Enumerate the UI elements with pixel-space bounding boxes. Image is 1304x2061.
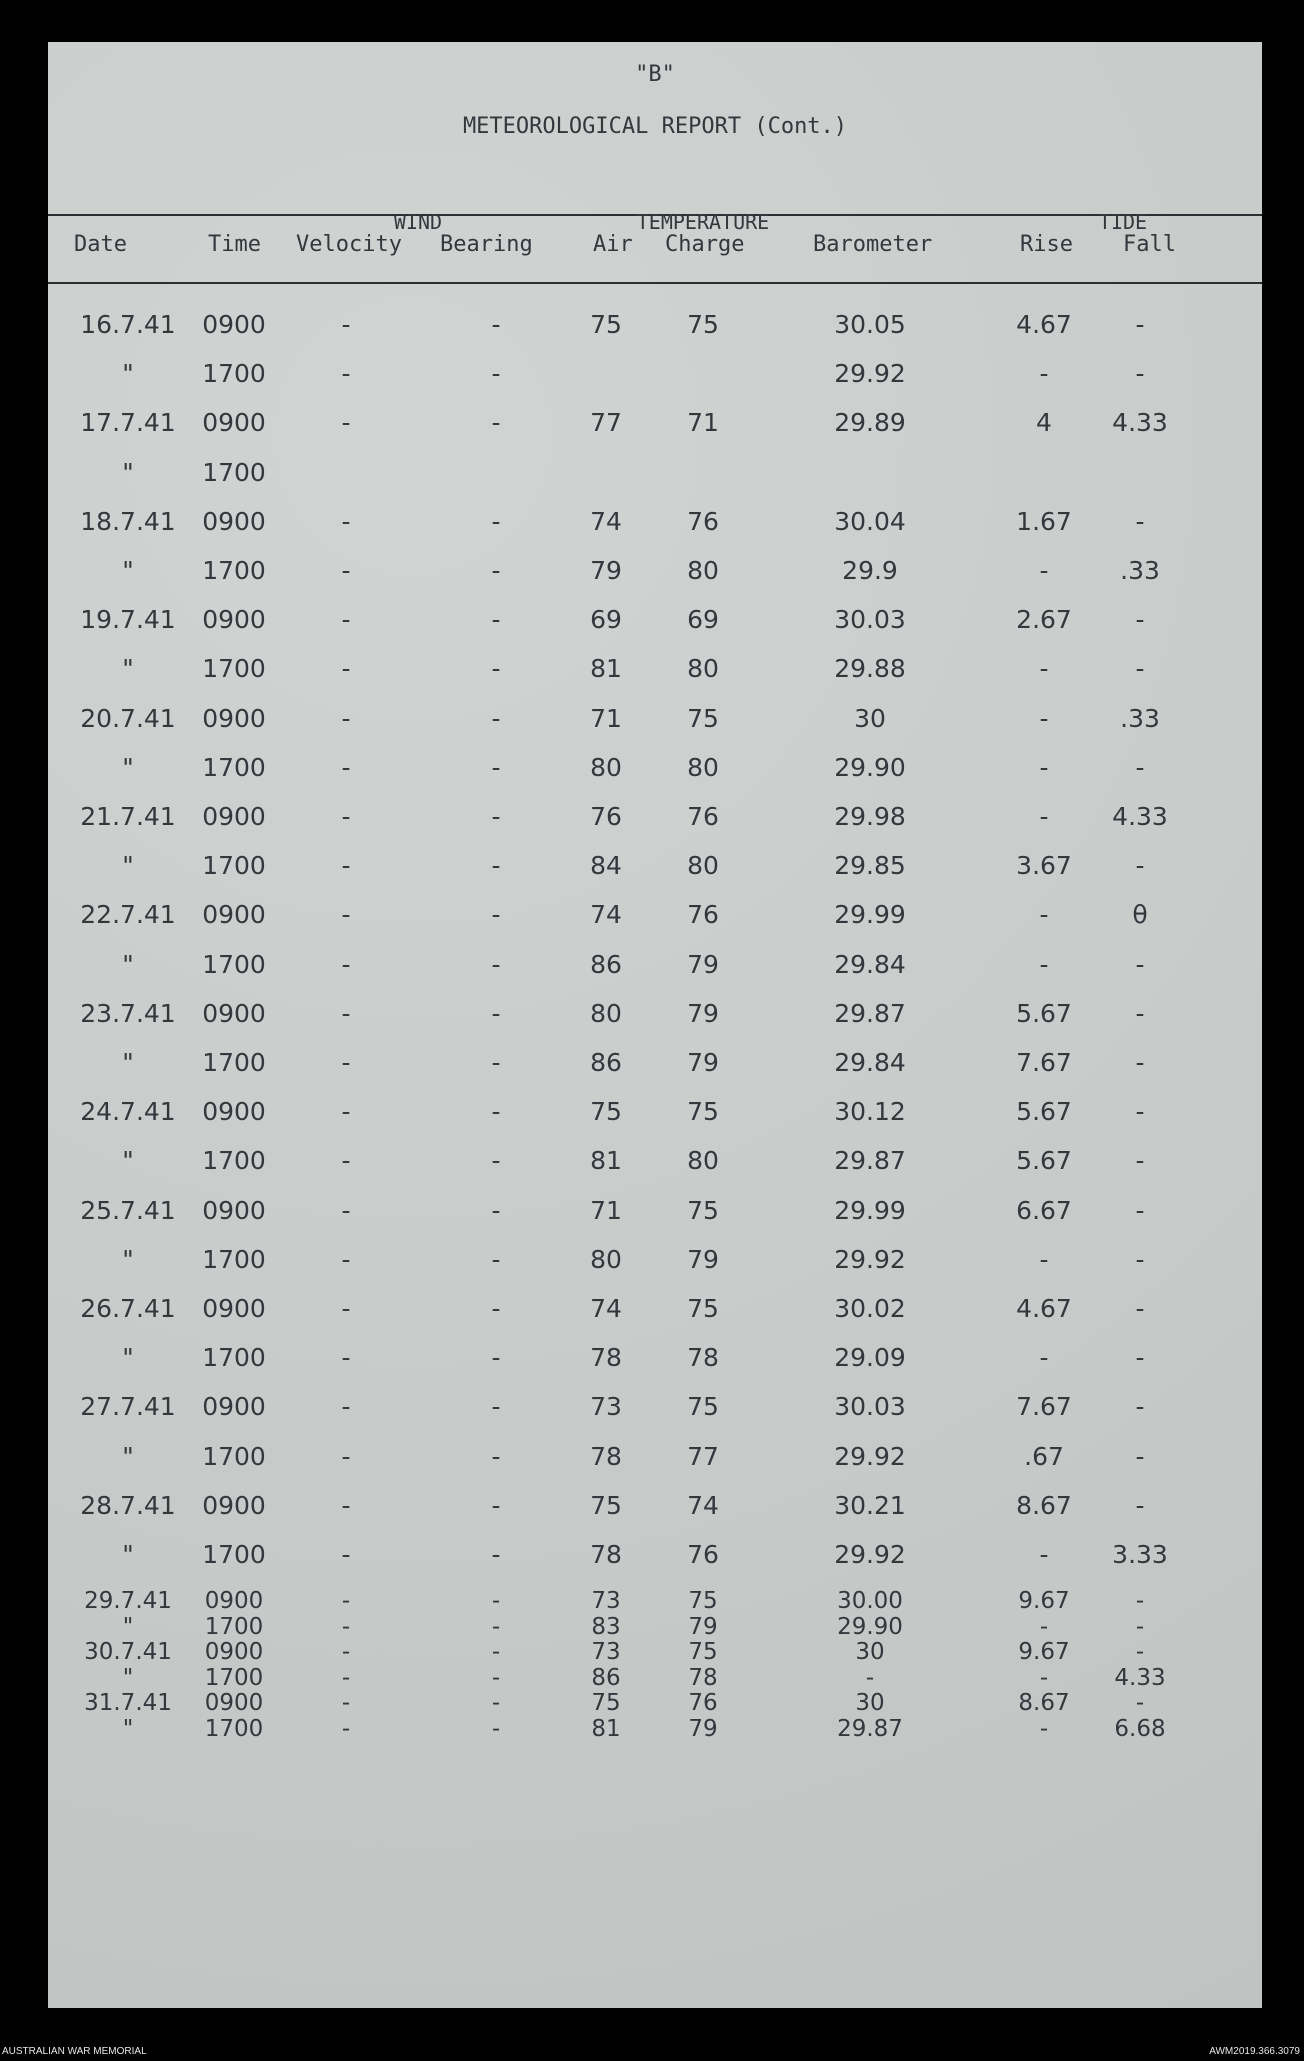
cell-time: 1700 — [202, 1540, 266, 1569]
cell-bearing: - — [491, 752, 501, 782]
cell-time: 1700 — [202, 752, 266, 782]
cell-bearing: - — [491, 851, 501, 881]
header-rule-bottom — [48, 282, 1262, 284]
cell-air: 75 — [590, 1490, 622, 1520]
cell-time: 0900 — [202, 998, 266, 1028]
cell-barometer: 29.87 — [834, 1146, 906, 1176]
cell-rise: 3.67 — [1016, 851, 1072, 881]
cell-barometer: - — [865, 1664, 875, 1691]
column-header-air: Air — [593, 232, 633, 257]
cell-charge: 75 — [688, 1639, 718, 1665]
cell-velocity: - — [341, 851, 351, 881]
cell-air: 73 — [591, 1639, 621, 1665]
cell-charge: 77 — [687, 1441, 719, 1471]
cell-time: 1700 — [204, 1715, 264, 1742]
cell-bearing: - — [491, 1715, 501, 1742]
cell-velocity: - — [341, 1343, 351, 1373]
cell-air: 81 — [591, 1715, 621, 1742]
column-header-bearing: Bearing — [440, 232, 533, 257]
cell-rise: 1.67 — [1016, 506, 1072, 536]
cell-velocity: - — [341, 556, 351, 585]
cell-air: 78 — [590, 1441, 622, 1471]
cell-charge: 80 — [687, 851, 719, 881]
cell-date: " — [122, 949, 134, 979]
cell-bearing: - — [491, 654, 501, 684]
cell-date: " — [122, 752, 134, 782]
cell-velocity: - — [341, 654, 351, 684]
cell-air: 86 — [591, 1664, 621, 1691]
cell-velocity: - — [341, 506, 351, 536]
cell-time: 1700 — [202, 556, 266, 585]
cell-rise: - — [1039, 703, 1049, 733]
cell-bearing: - — [491, 359, 501, 389]
cell-date: 30.7.41 — [84, 1639, 172, 1665]
cell-bearing: - — [491, 1613, 501, 1640]
cell-fall: 6.68 — [1114, 1715, 1166, 1742]
cell-fall: - — [1135, 1490, 1145, 1520]
cell-rise: - — [1039, 359, 1049, 389]
cell-barometer: 30.02 — [834, 1294, 906, 1323]
cell-air: 71 — [590, 1195, 622, 1225]
cell-barometer: 29.92 — [834, 1441, 906, 1471]
cell-barometer: 29.84 — [834, 949, 906, 979]
cell-barometer: 30 — [854, 703, 886, 733]
cell-air: 81 — [590, 1146, 622, 1176]
cell-rise: 7.67 — [1016, 1048, 1072, 1077]
cell-barometer: 30.03 — [834, 605, 906, 635]
cell-charge: 74 — [687, 1490, 719, 1520]
cell-date: 31.7.41 — [84, 1690, 172, 1716]
cell-air: 69 — [590, 605, 622, 635]
cell-air: 74 — [590, 1294, 622, 1323]
cell-barometer: 30.03 — [834, 1392, 906, 1422]
cell-bearing: - — [491, 1195, 501, 1225]
cell-date: " — [122, 457, 134, 487]
cell-charge: 76 — [687, 1540, 719, 1569]
cell-time: 0900 — [204, 1690, 264, 1716]
cell-date: 29.7.41 — [84, 1588, 172, 1614]
cell-velocity: - — [341, 1146, 351, 1176]
cell-air: 74 — [590, 506, 622, 536]
cell-air: 80 — [590, 752, 622, 782]
cell-velocity: - — [341, 1540, 351, 1569]
cell-bearing: - — [491, 1540, 501, 1569]
cell-rise: 8.67 — [1016, 1490, 1072, 1520]
cell-velocity: - — [341, 900, 351, 930]
cell-rise: - — [1039, 1715, 1049, 1742]
cell-time: 0900 — [202, 310, 266, 339]
cell-velocity: - — [341, 1195, 351, 1225]
cell-barometer: 30 — [855, 1690, 885, 1716]
cell-charge: 76 — [688, 1690, 718, 1716]
cell-air: 80 — [590, 998, 622, 1028]
cell-charge: 79 — [687, 949, 719, 979]
cell-fall: - — [1135, 654, 1145, 684]
cell-bearing: - — [491, 1097, 501, 1127]
cell-date: 28.7.41 — [80, 1490, 176, 1520]
cell-fall: 4.33 — [1114, 1664, 1166, 1691]
cell-bearing: - — [491, 949, 501, 979]
cell-rise: - — [1039, 752, 1049, 782]
cell-rise: 4 — [1036, 408, 1052, 438]
cell-fall: .33 — [1120, 556, 1160, 585]
cell-barometer: 30.05 — [834, 310, 906, 339]
cell-time: 1700 — [202, 851, 266, 881]
cell-rise: - — [1039, 1613, 1049, 1640]
column-header-barometer: Barometer — [813, 232, 933, 257]
cell-fall: 4.33 — [1112, 802, 1168, 831]
cell-bearing: - — [491, 1294, 501, 1323]
cell-time: 1700 — [202, 359, 266, 389]
cell-bearing: - — [491, 408, 501, 438]
cell-air: 73 — [590, 1392, 622, 1422]
cell-air: 81 — [590, 654, 622, 684]
cell-time: 1700 — [202, 1146, 266, 1176]
cell-charge: 79 — [688, 1613, 718, 1640]
cell-air: 78 — [590, 1540, 622, 1569]
cell-bearing: - — [491, 1244, 501, 1274]
cell-rise: 6.67 — [1016, 1195, 1072, 1225]
column-header-rise: Rise — [1020, 232, 1073, 257]
cell-charge: 80 — [687, 752, 719, 782]
cell-date: " — [122, 1441, 134, 1471]
cell-bearing: - — [491, 506, 501, 536]
cell-velocity: - — [341, 1690, 351, 1716]
cell-rise: - — [1039, 802, 1049, 831]
cell-charge: 75 — [688, 1588, 718, 1614]
cell-barometer: 29.88 — [834, 654, 906, 684]
footer-institution: AUSTRALIAN WAR MEMORIAL — [2, 2046, 147, 2057]
cell-date: 23.7.41 — [80, 998, 176, 1028]
group-header-tide: TIDE — [1098, 210, 1148, 234]
cell-velocity: - — [341, 310, 351, 339]
cell-barometer: 29.9 — [842, 556, 898, 585]
cell-rise: .67 — [1024, 1441, 1064, 1471]
cell-bearing: - — [491, 310, 501, 339]
cell-bearing: - — [491, 1690, 501, 1716]
cell-date: 18.7.41 — [80, 506, 176, 536]
cell-air: 75 — [590, 310, 622, 339]
cell-air: 79 — [590, 556, 622, 585]
cell-bearing: - — [491, 1146, 501, 1176]
cell-time: 0900 — [202, 1294, 266, 1323]
column-header-fall: Fall — [1123, 232, 1176, 257]
cell-bearing: - — [491, 1441, 501, 1471]
column-header-date: Date — [74, 232, 127, 257]
cell-charge: 76 — [687, 900, 719, 930]
cell-barometer: 30.04 — [834, 506, 906, 536]
cell-date: " — [122, 1664, 134, 1691]
cell-rise: - — [1039, 900, 1049, 930]
cell-fall: - — [1135, 1097, 1145, 1127]
cell-velocity: - — [341, 605, 351, 635]
cell-barometer: 30.21 — [834, 1490, 906, 1520]
cell-fall: - — [1135, 949, 1145, 979]
cell-bearing: - — [491, 998, 501, 1028]
cell-time: 1700 — [204, 1613, 264, 1640]
cell-fall: - — [1135, 1441, 1145, 1471]
cell-charge: 78 — [688, 1664, 718, 1691]
cell-barometer: 30.12 — [834, 1097, 906, 1127]
cell-barometer: 29.85 — [834, 851, 906, 881]
cell-air: 77 — [590, 408, 622, 438]
cell-time: 1700 — [202, 1441, 266, 1471]
cell-rise: 2.67 — [1016, 605, 1072, 635]
cell-fall: - — [1135, 1048, 1145, 1077]
cell-rise: - — [1039, 1664, 1049, 1691]
cell-time: 0900 — [202, 1490, 266, 1520]
cell-velocity: - — [341, 1613, 351, 1640]
cell-date: 24.7.41 — [80, 1097, 176, 1127]
document-sheet — [48, 42, 1262, 2008]
cell-fall: 4.33 — [1112, 408, 1168, 438]
column-header-time: Time — [208, 232, 261, 257]
cell-barometer: 29.87 — [834, 998, 906, 1028]
cell-time: 0900 — [202, 802, 266, 831]
cell-date: " — [122, 654, 134, 684]
cell-velocity: - — [341, 1048, 351, 1077]
cell-date: " — [122, 1146, 134, 1176]
cell-date: 27.7.41 — [80, 1392, 176, 1422]
cell-fall: - — [1135, 1343, 1145, 1373]
cell-velocity: - — [341, 1715, 351, 1742]
cell-air: 83 — [591, 1613, 621, 1640]
cell-fall: 3.33 — [1112, 1540, 1168, 1569]
cell-barometer: 30.00 — [837, 1588, 903, 1614]
cell-fall: - — [1135, 506, 1145, 536]
cell-charge: 80 — [687, 654, 719, 684]
cell-air: 78 — [590, 1343, 622, 1373]
cell-velocity: - — [341, 703, 351, 733]
cell-fall: - — [1135, 752, 1145, 782]
cell-charge: 69 — [687, 605, 719, 635]
cell-charge: 76 — [687, 802, 719, 831]
cell-velocity: - — [341, 408, 351, 438]
cell-velocity: - — [341, 1441, 351, 1471]
cell-time: 0900 — [204, 1588, 264, 1614]
cell-bearing: - — [491, 1343, 501, 1373]
cell-velocity: - — [341, 802, 351, 831]
cell-air: 84 — [590, 851, 622, 881]
cell-barometer: 29.09 — [834, 1343, 906, 1373]
cell-time: 0900 — [202, 703, 266, 733]
cell-barometer: 29.92 — [834, 359, 906, 389]
cell-charge: 79 — [687, 1048, 719, 1077]
cell-time: 0900 — [202, 605, 266, 635]
cell-date: 26.7.41 — [80, 1294, 176, 1323]
cell-fall: - — [1135, 1195, 1145, 1225]
cell-charge: 75 — [687, 310, 719, 339]
cell-velocity: - — [341, 752, 351, 782]
cell-time: 1700 — [204, 1664, 264, 1691]
cell-charge: 80 — [687, 1146, 719, 1176]
cell-velocity: - — [341, 1490, 351, 1520]
cell-time: 0900 — [204, 1639, 264, 1665]
cell-bearing: - — [491, 1639, 501, 1665]
cell-air: 76 — [590, 802, 622, 831]
cell-barometer: 29.89 — [834, 408, 906, 438]
cell-bearing: - — [491, 802, 501, 831]
footer-accession-number: AWM2019.366.3079 — [1209, 2046, 1300, 2057]
cell-velocity: - — [341, 1294, 351, 1323]
cell-date: " — [122, 1613, 134, 1640]
cell-date: 20.7.41 — [80, 703, 176, 733]
cell-barometer: 29.92 — [834, 1244, 906, 1274]
cell-fall: .33 — [1120, 703, 1160, 733]
cell-date: " — [122, 1715, 134, 1742]
cell-fall: - — [1135, 1146, 1145, 1176]
cell-fall: - — [1135, 1588, 1145, 1614]
cell-velocity: - — [341, 359, 351, 389]
cell-time: 0900 — [202, 1195, 266, 1225]
cell-time: 1700 — [202, 457, 266, 487]
cell-time: 0900 — [202, 1097, 266, 1127]
cell-barometer: 29.99 — [834, 900, 906, 930]
cell-charge: 79 — [688, 1715, 718, 1742]
cell-charge: 79 — [687, 998, 719, 1028]
cell-charge: 75 — [687, 703, 719, 733]
cell-date: 16.7.41 — [80, 310, 176, 339]
cell-date: " — [122, 1244, 134, 1274]
document-title: METEOROLOGICAL REPORT (Cont.) — [462, 114, 848, 139]
cell-fall: - — [1135, 605, 1145, 635]
cell-velocity: - — [341, 1664, 351, 1691]
cell-charge: 79 — [687, 1244, 719, 1274]
cell-velocity: - — [341, 949, 351, 979]
cell-air: 86 — [590, 949, 622, 979]
cell-barometer: 29.98 — [834, 802, 906, 831]
cell-charge: 75 — [687, 1392, 719, 1422]
cell-date: 19.7.41 — [80, 605, 176, 635]
cell-barometer: 29.99 — [834, 1195, 906, 1225]
cell-bearing: - — [491, 605, 501, 635]
cell-charge: 80 — [687, 556, 719, 585]
cell-air: 71 — [590, 703, 622, 733]
cell-charge: 76 — [687, 506, 719, 536]
cell-fall: - — [1135, 359, 1145, 389]
cell-air: 75 — [591, 1690, 621, 1716]
group-header-temperature: TEMPERATURE — [636, 210, 770, 234]
cell-charge: 71 — [687, 408, 719, 438]
cell-bearing: - — [491, 1490, 501, 1520]
column-header-velocity: Velocity — [296, 232, 402, 257]
cell-velocity: - — [341, 998, 351, 1028]
cell-bearing: - — [491, 556, 501, 585]
group-header-wind: WIND — [393, 210, 443, 234]
cell-fall: - — [1135, 851, 1145, 881]
cell-fall: - — [1135, 1392, 1145, 1422]
cell-barometer: 29.92 — [834, 1540, 906, 1569]
cell-barometer: 29.84 — [834, 1048, 906, 1077]
cell-rise: - — [1039, 1244, 1049, 1274]
cell-bearing: - — [491, 1588, 501, 1614]
cell-date: 21.7.41 — [80, 802, 176, 831]
cell-rise: - — [1039, 1540, 1049, 1569]
cell-air: 80 — [590, 1244, 622, 1274]
cell-rise: 4.67 — [1016, 310, 1072, 339]
cell-rise: - — [1039, 1343, 1049, 1373]
cell-velocity: - — [341, 1588, 351, 1614]
cell-fall: - — [1135, 310, 1145, 339]
cell-date: 25.7.41 — [80, 1195, 176, 1225]
cell-barometer: 30 — [855, 1639, 885, 1665]
cell-velocity: - — [341, 1639, 351, 1665]
cell-time: 0900 — [202, 408, 266, 438]
cell-time: 1700 — [202, 1244, 266, 1274]
cell-date: " — [122, 556, 134, 585]
cell-velocity: - — [341, 1392, 351, 1422]
cell-fall: - — [1135, 1613, 1145, 1640]
cell-rise: - — [1039, 949, 1049, 979]
cell-air: 74 — [590, 900, 622, 930]
cell-bearing: - — [491, 1048, 501, 1077]
cell-rise: 4.67 — [1016, 1294, 1072, 1323]
cell-time: 1700 — [202, 654, 266, 684]
cell-rise: 9.67 — [1018, 1639, 1070, 1665]
cell-time: 1700 — [202, 1048, 266, 1077]
cell-date: " — [122, 1343, 134, 1373]
cell-charge: 75 — [687, 1097, 719, 1127]
cell-rise: 9.67 — [1018, 1588, 1070, 1614]
cell-date: " — [122, 1048, 134, 1077]
cell-rise: 7.67 — [1016, 1392, 1072, 1422]
cell-fall: - — [1135, 998, 1145, 1028]
cell-date: " — [122, 851, 134, 881]
cell-rise: 5.67 — [1016, 1146, 1072, 1176]
cell-rise: 5.67 — [1016, 1097, 1072, 1127]
cell-date: " — [122, 1540, 134, 1569]
column-header-charge: Charge — [665, 232, 745, 257]
cell-air: 75 — [590, 1097, 622, 1127]
cell-charge: 75 — [687, 1195, 719, 1225]
cell-bearing: - — [491, 1664, 501, 1691]
cell-bearing: - — [491, 1392, 501, 1422]
cell-rise: - — [1039, 556, 1049, 585]
cell-date: 22.7.41 — [80, 900, 176, 930]
cell-time: 0900 — [202, 900, 266, 930]
document-label: "B" — [635, 62, 675, 87]
cell-fall: θ — [1132, 900, 1148, 930]
cell-bearing: - — [491, 703, 501, 733]
cell-fall: - — [1135, 1639, 1145, 1665]
cell-air: 86 — [590, 1048, 622, 1077]
cell-barometer: 29.90 — [837, 1613, 903, 1640]
cell-date: 17.7.41 — [80, 408, 176, 438]
cell-velocity: - — [341, 1244, 351, 1274]
cell-barometer: 29.90 — [834, 752, 906, 782]
cell-rise: - — [1039, 654, 1049, 684]
cell-time: 1700 — [202, 949, 266, 979]
cell-rise: 8.67 — [1018, 1690, 1070, 1716]
cell-charge: 75 — [687, 1294, 719, 1323]
cell-time: 0900 — [202, 506, 266, 536]
cell-rise: 5.67 — [1016, 998, 1072, 1028]
cell-bearing: - — [491, 900, 501, 930]
cell-velocity: - — [341, 1097, 351, 1127]
cell-time: 0900 — [202, 1392, 266, 1422]
cell-charge: 78 — [687, 1343, 719, 1373]
cell-fall: - — [1135, 1294, 1145, 1323]
cell-barometer: 29.87 — [837, 1715, 903, 1742]
cell-fall: - — [1135, 1244, 1145, 1274]
cell-air: 73 — [591, 1588, 621, 1614]
cell-date: " — [122, 359, 134, 389]
cell-time: 1700 — [202, 1343, 266, 1373]
cell-fall: - — [1135, 1690, 1145, 1716]
